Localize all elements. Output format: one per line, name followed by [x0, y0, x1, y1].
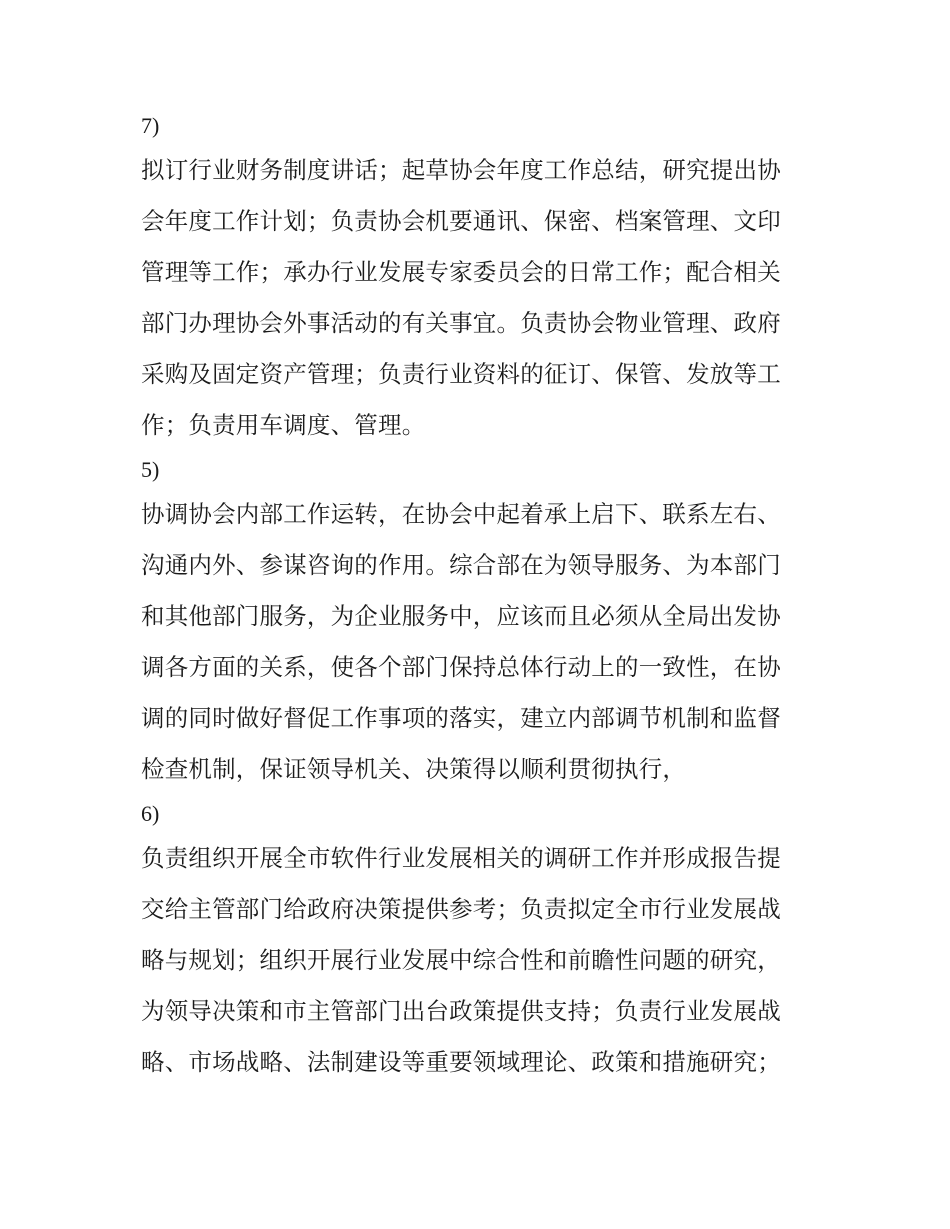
paragraph-line: 沟通内外、参谋咨询的作用。综合部在为领导服务、为本部门: [141, 551, 781, 579]
section-paragraph: [141, 833, 821, 1088]
paragraph-line: 采购及固定资产管理；负责行业资料的征订、保管、发放等工: [141, 360, 781, 388]
section-6: [141, 795, 821, 1088]
paragraph-line: 拟订行业财务制度讲话；起草协会年度工作总结，研究提出协: [141, 156, 781, 184]
paragraph-line: 协调协会内部工作运转，在协会中起着承上启下、联系左右、: [141, 500, 781, 528]
paragraph-line: 调各方面的关系，使各个部门保持总体行动上的一致性，在协: [141, 653, 781, 681]
paragraph-line: 为领导决策和市主管部门出台政策提供支持；负责行业发展战: [141, 997, 781, 1025]
section-number: 7): [141, 113, 160, 138]
paragraph-line: 和其他部门服务，为企业服务中，应该而且必须从全局出发协: [141, 602, 781, 630]
paragraph-line: 作；负责用车调度、管理。: [141, 411, 426, 439]
paragraph-line: 略与规划；组织开展行业发展中综合性和前瞻性问题的研究，: [141, 946, 781, 974]
section-paragraph: [141, 145, 821, 451]
paragraph-line: 负责组织开展全市软件行业发展相关的调研工作并形成报告提: [141, 844, 781, 872]
document-body: [141, 107, 821, 1088]
section-number: 6): [141, 801, 160, 826]
section-number: 5): [141, 457, 160, 482]
paragraph-line: 调的同时做好督促工作事项的落实，建立内部调节机制和监督: [141, 704, 781, 732]
section-7: [141, 107, 821, 451]
paragraph-line: 部门办理协会外事活动的有关事宜。负责协会物业管理、政府: [141, 309, 781, 337]
paragraph-line: 略、市场战略、法制建设等重要领域理论、政策和措施研究；: [141, 1048, 781, 1076]
paragraph-line: 交给主管部门给政府决策提供参考；负责拟定全市行业发展战: [141, 895, 781, 923]
section-paragraph: [141, 489, 821, 795]
section-5: [141, 451, 821, 795]
paragraph-line: 会年度工作计划；负责协会机要通讯、保密、档案管理、文印: [141, 207, 781, 235]
paragraph-line: 管理等工作；承办行业发展专家委员会的日常工作；配合相关: [141, 258, 781, 286]
paragraph-line: 检查机制，保证领导机关、决策得以顺利贯彻执行，: [141, 755, 687, 783]
